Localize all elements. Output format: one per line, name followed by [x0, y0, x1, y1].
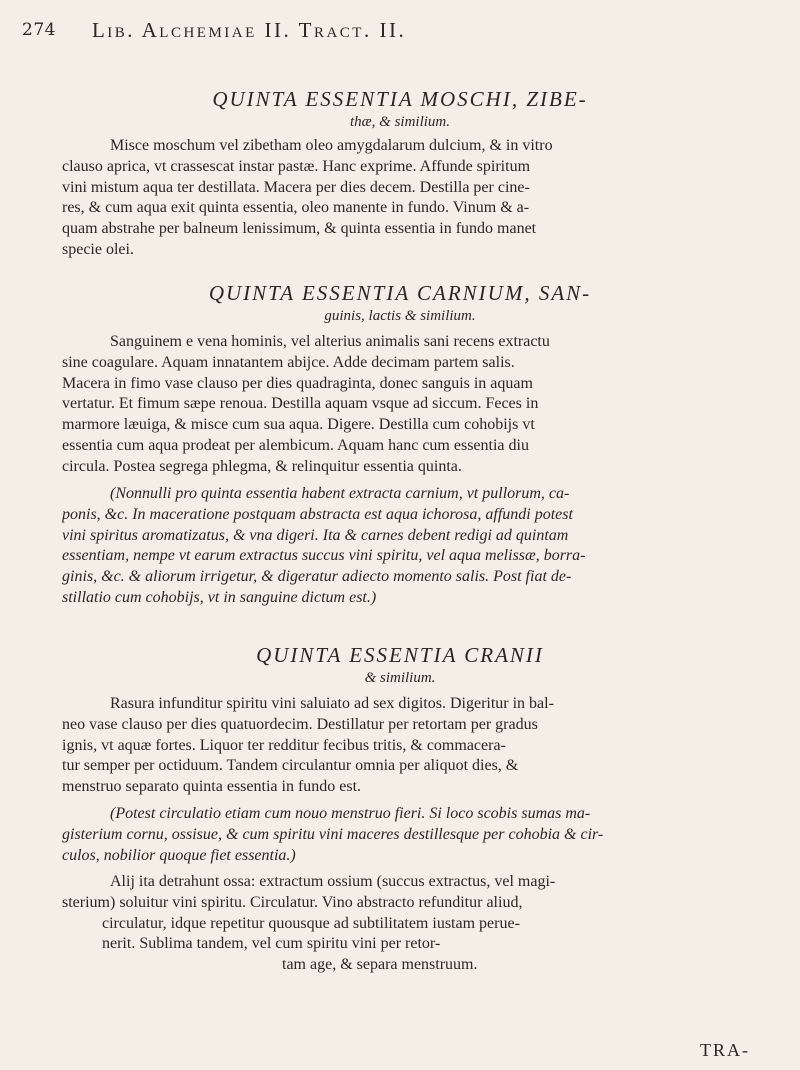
section-heading: QUINTA ESSENTIA MOSCHI, ZIBE- — [212, 87, 588, 111]
paragraph — [62, 694, 752, 798]
text-line: vertatur. Et fimum sæpe renoua. Destilla aquam vsque ad siccum. Feces in — [62, 395, 539, 413]
text-line: marmore læuiga, & misce cum sua aqua. Digere. Destilla cum cohobijs vt — [62, 416, 535, 434]
text-line: ponis, &c. In maceratione postquam abstracta est aqua ichorosa, affundi potest — [62, 505, 573, 523]
text-line: Alij ita detrahunt ossa: extractum ossium (succus extractus, vel magi- — [110, 873, 556, 890]
text-line: Rasura infunditur spiritu vini saluiato ad sex digitos. Digeritur in bal- — [110, 695, 554, 712]
section-subheading: thæ, & similium. — [349, 114, 450, 130]
text-line: menstruo separato quinta essentia in fundo est. — [62, 778, 362, 796]
text-line: Macera in fimo vase clauso per dies quadraginta, donec sanguis in aquam — [62, 374, 533, 392]
text-line: sine coagulare. Aquam innatantem abijce. Adde decimam partem salis. — [62, 353, 515, 371]
text-line: quam abstrahe per balneum lenissimum, & quinta essentia in fundo manet — [62, 220, 537, 238]
text-line: circula. Postea segrega phlegma, & relinquitur essentia quinta. — [62, 457, 462, 475]
section-subheading: guinis, lactis & similium. — [324, 308, 476, 324]
text-line: ginis, &c. & aliorum irrigetur, & digeratur adiecto momento salis. Post fiat de- — [62, 568, 572, 586]
section-heading: QUINTA ESSENTIA CRANII — [256, 643, 544, 667]
text-line: nerit. Sublima tandem, vel cum spiritu vini per retor- — [102, 935, 441, 953]
text-line: circulatur, idque repetitur quousque ad subtilitatem iustam perue- — [102, 914, 520, 932]
text-line: vini spiritus aromatizatus, & vna digeri. Ita & carnes debent redigi ad quintam — [62, 526, 569, 544]
commentary-paragraph — [62, 804, 752, 866]
paragraph — [62, 872, 752, 976]
text-line: Misce moschum vel zibetham oleo amygdalarum dulcium, & in vitro — [110, 137, 553, 154]
text-line: Sanguinem e vena hominis, vel alterius animalis sani recens extractu — [110, 333, 550, 350]
paragraph — [62, 136, 752, 261]
text-line: culos, nobilior quoque fiet essentia.) — [62, 846, 296, 864]
page-header — [22, 10, 762, 50]
text-line: stillatio cum cohobijs, vt in sanguine dictum est.) — [62, 588, 377, 606]
text-line: ignis, vt aquæ fortes. Liquor ter redditur fecibus tritis, & commacera- — [62, 736, 506, 754]
text-line: clauso aprica, vt crassescat instar pastæ. Hanc exprime. Affunde spiritum — [62, 157, 531, 175]
text-line: neo vase clauso per dies quatuordecim. Destillatur per retortam per gradus — [62, 715, 538, 733]
text-line: specie olei. — [62, 240, 134, 258]
text-line: gisterium cornu, ossisue, & cum spiritu vini maceres destillesque per cohobia & cir- — [62, 825, 604, 843]
text-line: res, & cum aqua exit quinta essentia, oleo manente in fundo. Vinum & a- — [62, 199, 530, 217]
section-heading: QUINTA ESSENTIA CARNIUM, SAN- — [208, 281, 592, 305]
text-line: (Potest circulatio etiam cum nouo menstruo fieri. Si loco scobis sumas ma- — [110, 805, 591, 822]
page-number: 274 — [22, 20, 56, 40]
text-line: tam age, & separa menstruum. — [282, 956, 478, 974]
text-line: essentia cum aqua prodeat per alembicum. Aquam hanc cum essentia diu — [62, 436, 529, 454]
text-line: tur semper per octiduum. Tandem circulantur omnia per aliquot dies, & — [62, 757, 519, 775]
catchword: TRA- — [700, 1040, 750, 1060]
section-subheading: & similium. — [364, 670, 436, 686]
commentary-paragraph — [62, 484, 752, 609]
text-line: vini mistum aqua ter destillata. Macera per dies decem. Destilla per cine- — [62, 178, 530, 196]
running-title: Lib. Alchemiae II. Tract. II. — [91, 17, 407, 42]
text-line: sterium) soluitur vini spiritu. Circulatur. Vino abstracto refunditur aliud, — [62, 893, 523, 911]
text-line: (Nonnulli pro quinta essentia habent extracta carnium, vt pullorum, ca- — [110, 485, 570, 502]
paragraph — [62, 332, 752, 478]
text-line: essentiam, nempe vt earum extractus succus vini spiritu, vel aqua melissæ, borra- — [62, 547, 586, 565]
